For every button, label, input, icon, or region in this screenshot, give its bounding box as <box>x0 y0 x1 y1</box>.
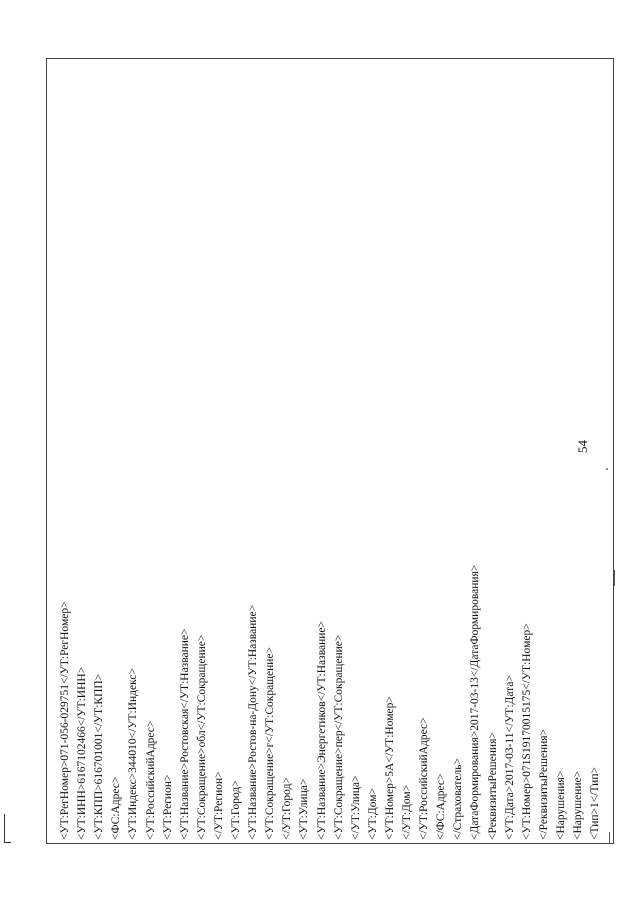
xml-line: <Тип>1</Тип> <box>589 767 602 840</box>
xml-line: <УТ:Номер>071S19170015175</УТ:Номер> <box>520 623 533 840</box>
xml-line: </УТ:Дом> <box>401 784 413 840</box>
xml-line: <УТ:Регион> <box>161 774 174 840</box>
xml-line: <УТ:Дом> <box>366 788 379 840</box>
xml-line: <УТ:Сокращение>обл</УТ:Сокращение> <box>195 634 208 840</box>
xml-line: </Страхователь> <box>452 758 465 840</box>
xml-line: <ФС:Адрес> <box>110 776 123 840</box>
scan-mark <box>614 570 615 586</box>
xml-listing <box>46 468 614 848</box>
scan-mark <box>4 842 11 843</box>
xml-line: </УТ:Регион> <box>212 771 225 840</box>
xml-line: <ДатаФормирования>2017-03-13</ДатаФормирования> <box>469 564 482 840</box>
xml-line: <УТ:Индекс>344010</УТ:Индекс> <box>127 667 140 840</box>
page-number: 54 <box>575 440 590 453</box>
xml-line: <РеквизитыРешения> <box>486 732 499 840</box>
xml-line: </УТ:Город> <box>281 777 294 840</box>
xml-line: <УТ:РоссийскийАдрес> <box>144 720 157 840</box>
xml-line: </УТ:Улица> <box>349 775 362 840</box>
xml-line: </УТ:РоссийскийАдрес> <box>418 717 431 840</box>
xml-line: </РеквизитыРешения> <box>537 728 550 840</box>
xml-line: <УТ:Город> <box>230 780 242 840</box>
xml-line: <УТ:Название>Ростов-на-Дону</УТ:Название> <box>247 604 260 840</box>
xml-line: <УТ:Сокращение>пер</УТ:Сокращение> <box>332 634 345 840</box>
xml-line: <УТ:Сокращение>г</УТ:Сокращение> <box>264 646 277 840</box>
scan-mark <box>4 814 5 843</box>
xml-line: <УТ:Номер>5А</УТ:Номер> <box>383 696 396 840</box>
xml-line: <Нарушение> <box>572 770 584 840</box>
xml-line: <УТ:Название>Энергетиков</УТ:Название> <box>315 621 328 840</box>
xml-line: <УТ:РегНомер>071-056-029751</УТ:РегНомер> <box>59 601 71 840</box>
xml-line: <УТ:Улица> <box>298 778 311 840</box>
xml-line: <УТ:Дата>2017-03-11</УТ:Дата> <box>503 675 516 840</box>
xml-line: <УТ:КПП>616701001</УТ:КПП> <box>93 673 106 840</box>
xml-line: <УТ:ИНН>6167102466</УТ:ИНН> <box>76 666 89 840</box>
xml-line: <Нарушения> <box>554 770 567 840</box>
xml-line: <УТ:Название>Ростовская</УТ:Название> <box>178 628 191 840</box>
xml-line: </ФС:Адрес> <box>435 773 448 840</box>
